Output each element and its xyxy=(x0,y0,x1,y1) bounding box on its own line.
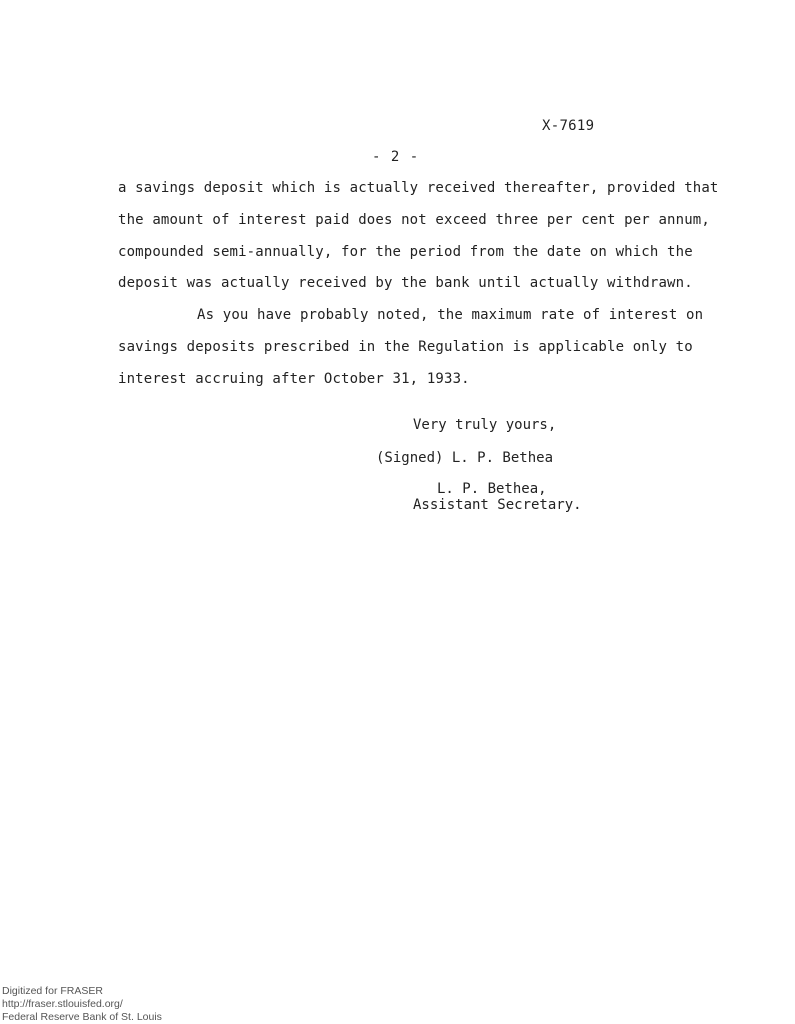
body-line: the amount of interest paid does not exceed three per cent per annum, xyxy=(118,212,710,228)
body-line: compounded semi-annually, for the period from the date on which the xyxy=(118,244,693,260)
document-number: X-7619 xyxy=(542,118,595,134)
footer-line: Federal Reserve Bank of St. Louis xyxy=(2,1011,162,1023)
body-line: a savings deposit which is actually received thereafter, provided that xyxy=(118,180,719,196)
closing-salutation: Very truly yours, xyxy=(413,417,557,433)
body-line: savings deposits prescribed in the Regulation is applicable only to xyxy=(118,339,693,355)
footer-link[interactable]: http://fraser.stlouisfed.org/ xyxy=(2,998,123,1010)
body-line: interest accruing after October 31, 1933. xyxy=(118,371,470,387)
footer-line: Digitized for FRASER xyxy=(2,985,103,997)
body-line: As you have probably noted, the maximum rate of interest on xyxy=(197,307,704,323)
body-line: deposit was actually received by the bank until actually withdrawn. xyxy=(118,275,693,291)
page-number: - 2 - xyxy=(372,149,420,165)
signature-line: (Signed) L. P. Bethea xyxy=(376,450,554,466)
signer-title: Assistant Secretary. xyxy=(413,497,582,513)
signer-name: L. P. Bethea, xyxy=(437,481,547,497)
fraser-footer xyxy=(2,985,162,1024)
